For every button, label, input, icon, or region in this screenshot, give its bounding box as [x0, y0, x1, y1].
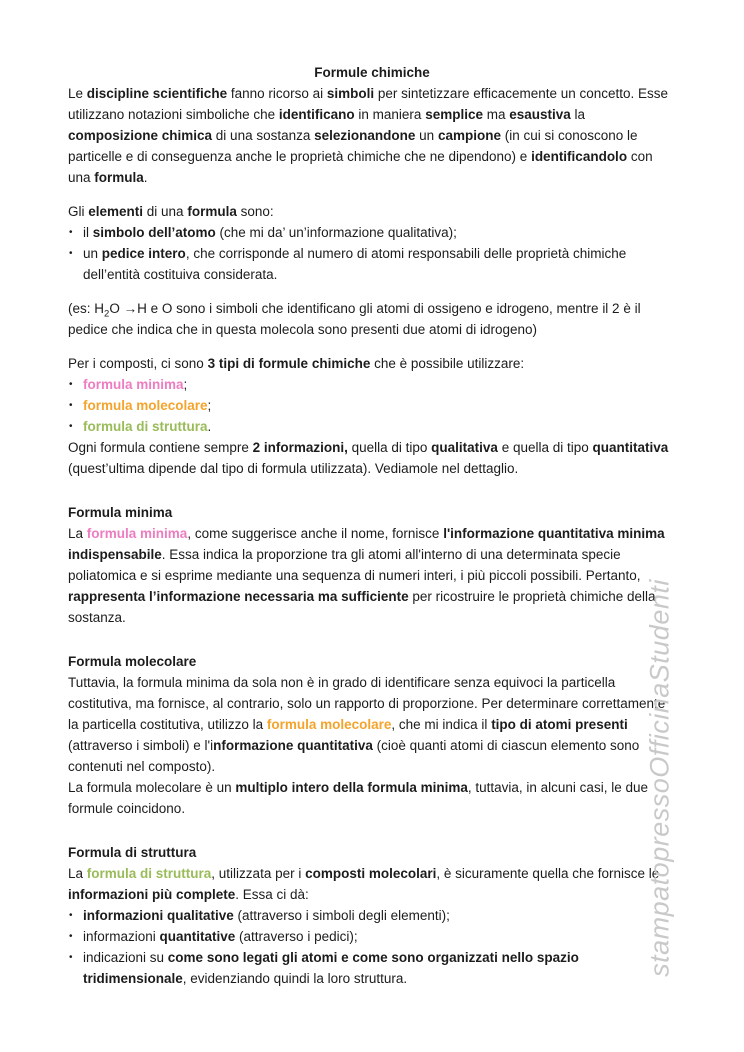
bullet-item: [68, 926, 676, 947]
text-run: 2 informazioni,: [252, 440, 348, 455]
text-run: di una: [143, 204, 188, 219]
text-runs: [68, 675, 665, 774]
text-run: (attraverso i pedici);: [235, 929, 358, 944]
text-run: composti molecolari: [305, 866, 437, 881]
text-run: (cioè quanti atomi di ciascun elemento sono contenuti nel composto).: [68, 738, 640, 774]
text-runs: [83, 222, 676, 243]
text-run: indicazioni su: [83, 950, 168, 965]
text-run: , utilizzata per i: [211, 866, 306, 881]
text-runs: [83, 947, 676, 989]
text-run: (attraverso i simboli degli elementi);: [233, 908, 450, 923]
text-runs: [68, 780, 648, 816]
page-title: [68, 62, 676, 83]
bullet-item: [68, 222, 676, 243]
bullet-icon: •: [69, 400, 73, 411]
text-run: identificandolo: [531, 149, 628, 164]
text-run: quantitativa: [592, 440, 669, 455]
watermark-text: stampatopressoOfficinaStudenti: [644, 579, 675, 977]
text-run: formula di struttura: [83, 419, 208, 434]
text-runs: [83, 243, 676, 285]
bullet-icon: •: [69, 379, 73, 390]
text-run: . Essa indica la proporzione tra gli atomi all'interno di una determinata specie poliatomica e si esprime mediante una sequenza di numeri interi, i più piccoli possibili. Pertanto,: [68, 547, 641, 583]
text-run: formula: [94, 170, 144, 185]
spacer: [68, 188, 676, 201]
text-run: formula molecolare: [83, 398, 208, 413]
bullet-icon: •: [69, 910, 73, 921]
text-runs: [314, 65, 430, 80]
text-run: di una sostanza: [212, 128, 315, 143]
bullet-item: [68, 243, 676, 285]
section-heading: [68, 502, 676, 523]
text-run: 3 tipi di formule chimiche: [207, 356, 371, 371]
section-heading: [68, 842, 676, 863]
document-content: [68, 62, 676, 989]
text-run: un: [83, 246, 102, 261]
text-run: ;: [207, 398, 212, 413]
text-run: (quest’ultima dipende dal tipo di formula utilizzata). Vediamole nel dettaglio.: [68, 461, 519, 476]
text-run: Tuttavia, la formula minima da sola non è in grado di identificare senza equivoci la particella costitutiva, ma fornisce, al contrario, solo un rapporto di proporzione. Per determinare correttamente la particella costitutiva, utilizzo la: [68, 675, 666, 732]
text-run: qualitativa: [431, 440, 498, 455]
bullet-icon: •: [69, 227, 73, 238]
text-run: 2: [104, 308, 110, 320]
text-run: esaustiva: [509, 107, 571, 122]
paragraph: [68, 863, 676, 905]
spacer: [68, 819, 676, 832]
bullet-item: [68, 947, 676, 989]
bullet-icon: •: [69, 931, 73, 942]
paragraph: [68, 83, 676, 188]
text-run: , che corrisponde al numero di atomi responsabili delle proprietà chimiche dell’entità costituiva considerata.: [83, 246, 627, 282]
text-runs: [83, 416, 676, 437]
paragraph: [68, 523, 676, 628]
text-run: in maniera: [354, 107, 426, 122]
text-run: informazioni più complete: [68, 887, 236, 902]
text-run: quantitative: [159, 929, 236, 944]
text-run: fanno ricorso ai: [227, 86, 327, 101]
text-runs: [68, 654, 196, 669]
text-run: nformazione quantitativa: [213, 738, 373, 753]
text-run: Per i composti, ci sono: [68, 356, 208, 371]
text-run: la: [570, 107, 586, 122]
text-runs: [68, 845, 196, 860]
text-run: formula: [187, 204, 237, 219]
text-run: quella di tipo: [347, 440, 432, 455]
paragraph: [68, 353, 676, 374]
text-run: per ricostruire le proprietà chimiche della sostanza.: [68, 589, 656, 625]
text-run: per sintetizzare efficacemente un concetto. Esse utilizzano notazioni simboliche che: [68, 86, 669, 122]
text-run: sono:: [236, 204, 274, 219]
text-run: Formule chimiche: [314, 65, 430, 80]
spacer: [68, 340, 676, 353]
text-run: simboli: [326, 86, 375, 101]
text-runs: [83, 395, 676, 416]
text-run: simbolo dell’atomo: [92, 225, 216, 240]
bullet-icon: •: [69, 952, 73, 963]
text-run: tipo di atomi presenti: [491, 717, 628, 732]
text-run: informazioni qualitative: [83, 908, 234, 923]
text-run: La: [68, 526, 87, 541]
text-run: elementi: [88, 204, 144, 219]
text-run: Formula di struttura: [68, 845, 197, 860]
text-run: formula minima: [83, 377, 184, 392]
spacer: [68, 628, 676, 641]
text-runs: [68, 301, 641, 337]
bullet-item: [68, 416, 676, 437]
text-run: Ogni formula contiene sempre: [68, 440, 253, 455]
text-run: O →H e O sono i simboli che identificano gli atomi di ossigeno e idrogeno, mentre il 2 è il pedice che indica che in questa molecola sono presenti due atomi di idrogeno): [68, 301, 641, 337]
text-run: (in cui si conoscono le particelle e di conseguenza anche le proprietà chimiche che ne dipendono) e: [68, 128, 638, 164]
text-runs: [83, 374, 676, 395]
text-runs: [68, 204, 274, 219]
text-run: un: [415, 128, 438, 143]
text-runs: [68, 86, 668, 185]
spacer: [68, 479, 676, 492]
text-runs: [83, 905, 676, 926]
text-run: La: [68, 866, 87, 881]
text-runs: [68, 526, 665, 625]
text-run: campione: [437, 128, 501, 143]
text-run: , è sicuramente quella che fornisce le: [436, 866, 660, 881]
text-runs: [68, 505, 172, 520]
text-runs: [68, 866, 659, 902]
text-run: (che mi da’ un’informazione qualitativa);: [215, 225, 457, 240]
text-run: Formula minima: [68, 505, 173, 520]
spacer: [68, 285, 676, 298]
text-run: selezionandone: [314, 128, 416, 143]
text-run: rappresenta l’informazione necessaria ma sufficiente: [68, 589, 409, 604]
text-run: multiplo intero della formula minima: [235, 780, 468, 795]
text-run: , che mi indica il: [391, 717, 492, 732]
text-run: , evidenziando quindi la loro struttura.: [182, 971, 408, 986]
text-run: come sono legati gli atomi e come sono organizzati nello spazio tridimensionale: [83, 950, 579, 986]
text-run: informazioni: [83, 929, 160, 944]
text-run: formula minima: [86, 526, 188, 541]
text-runs: [83, 926, 676, 947]
paragraph: [68, 672, 676, 777]
text-run: ma: [482, 107, 510, 122]
paragraph: [68, 298, 676, 340]
bullet-icon: •: [69, 421, 73, 432]
text-run: discipline scientifiche: [86, 86, 228, 101]
paragraph: [68, 437, 676, 479]
text-run: Formula molecolare: [68, 654, 197, 669]
text-run: (attraverso i simboli) e l'i: [68, 738, 214, 753]
text-run: (es: H: [68, 301, 105, 316]
text-run: La formula molecolare è un: [68, 780, 236, 795]
text-run: identificano: [278, 107, 355, 122]
text-run: .: [207, 419, 212, 434]
text-run: Gli: [68, 204, 89, 219]
text-run: . Essa ci dà:: [235, 887, 309, 902]
text-run: semplice: [425, 107, 483, 122]
text-run: pedice intero: [101, 246, 186, 261]
text-run: con una: [68, 149, 653, 185]
text-run: composizione chimica: [68, 128, 213, 143]
bullet-icon: •: [69, 248, 73, 259]
text-run: .: [143, 170, 148, 185]
text-runs: [68, 356, 524, 371]
bullet-item: [68, 905, 676, 926]
text-run: , come suggerisce anche il nome, fornisce: [187, 526, 444, 541]
text-runs: [68, 440, 668, 476]
paragraph: [68, 201, 676, 222]
text-run: , tuttavia, in alcuni casi, le due formule coincidono.: [68, 780, 648, 816]
bullet-item: [68, 395, 676, 416]
text-run: il: [83, 225, 93, 240]
bullet-item: [68, 374, 676, 395]
text-run: e quella di tipo: [497, 440, 593, 455]
paragraph: [68, 777, 676, 819]
text-run: formula molecolare: [266, 717, 392, 732]
text-run: formula di struttura: [86, 866, 212, 881]
text-run: che è possibile utilizzare:: [370, 356, 525, 371]
text-run: l'informazione quantitativa minima indispensabile: [68, 526, 665, 562]
section-heading: [68, 651, 676, 672]
text-run: Le: [68, 86, 87, 101]
text-run: ;: [183, 377, 188, 392]
